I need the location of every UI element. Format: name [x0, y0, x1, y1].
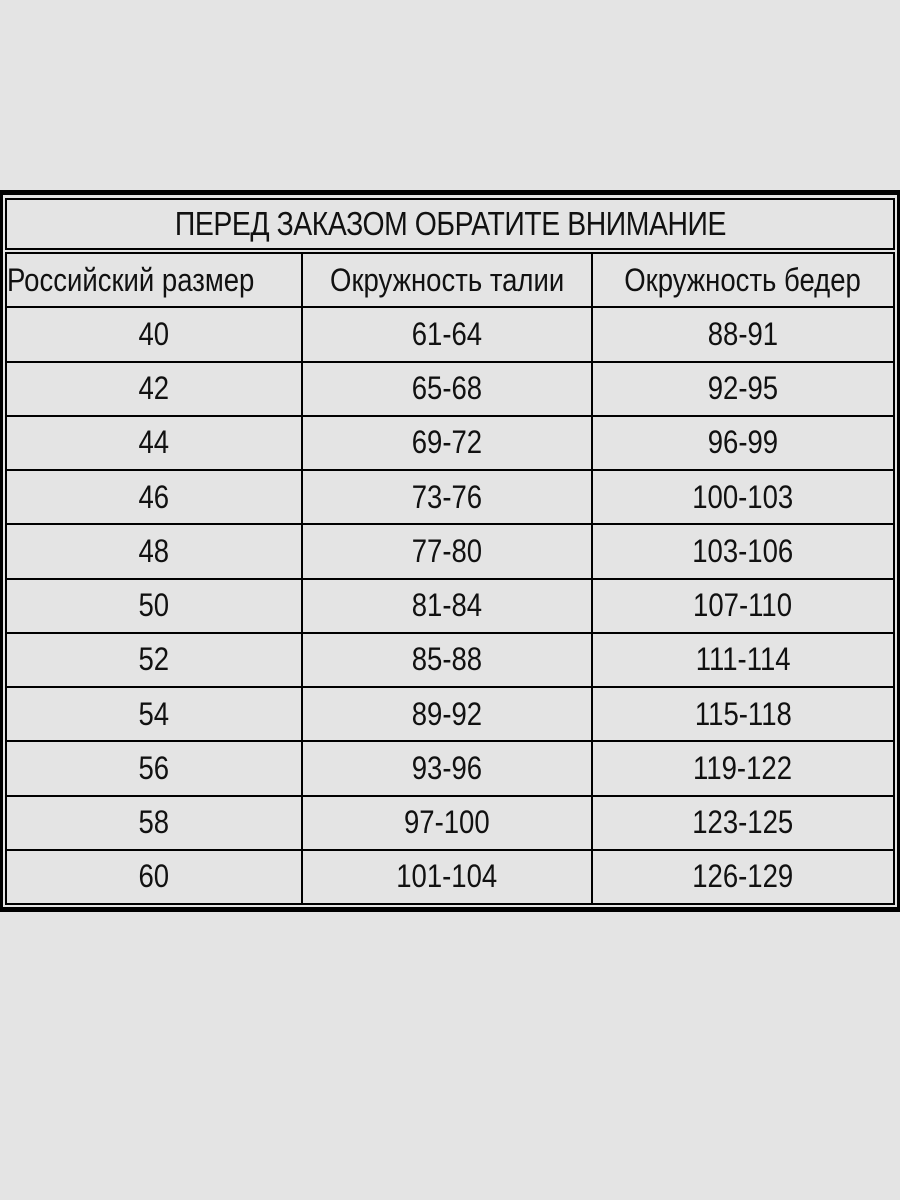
header-waist [303, 254, 591, 306]
size-cell-text: 54 [138, 695, 170, 732]
header-russian-size [7, 254, 301, 306]
waist-cell-text: 89-92 [411, 695, 483, 732]
waist-cell-text: 61-64 [411, 315, 483, 352]
waist-cell [303, 525, 591, 577]
size-cell-text: 48 [138, 532, 170, 569]
waist-cell-text: 69-72 [411, 424, 483, 461]
hips-cell-text: 123-125 [692, 804, 794, 841]
size-cell-text: 40 [138, 315, 170, 352]
size-cell-text: 52 [138, 641, 170, 678]
hips-cell-text: 88-91 [707, 315, 779, 352]
size-cell [7, 797, 301, 849]
hips-cell [593, 417, 893, 469]
size-cell [7, 417, 301, 469]
hips-cell-text: 119-122 [693, 749, 793, 786]
hips-cell-text: 115-118 [694, 695, 792, 732]
waist-cell-text: 81-84 [411, 587, 483, 624]
hips-cell [593, 471, 893, 523]
size-cell-text: 44 [138, 424, 170, 461]
size-cell [7, 851, 301, 903]
waist-cell-text: 85-88 [411, 641, 483, 678]
size-cell [7, 308, 301, 360]
size-cell-text: 42 [138, 370, 170, 407]
hips-cell-text: 100-103 [692, 478, 794, 515]
size-cell [7, 363, 301, 415]
waist-cell [303, 797, 591, 849]
size-grid [5, 252, 895, 905]
table-title [5, 198, 895, 250]
size-cell-text: 56 [138, 749, 170, 786]
hips-cell-text: 103-106 [692, 532, 794, 569]
size-cell-text: 46 [138, 478, 170, 515]
size-cell [7, 580, 301, 632]
hips-cell [593, 634, 893, 686]
waist-cell [303, 363, 591, 415]
table-title-text: ПЕРЕД ЗАКАЗОМ ОБРАТИТЕ ВНИМАНИЕ [174, 205, 726, 242]
hips-cell-text: 107-110 [693, 587, 793, 624]
waist-cell [303, 471, 591, 523]
hips-cell-text: 92-95 [707, 370, 779, 407]
size-cell [7, 688, 301, 740]
header-waist-text: Окружность талии [329, 261, 565, 298]
hips-cell [593, 742, 893, 794]
size-cell [7, 634, 301, 686]
hips-cell [593, 851, 893, 903]
waist-cell-text: 101-104 [396, 858, 498, 895]
header-hips [593, 254, 893, 306]
size-cell-text: 50 [138, 587, 170, 624]
hips-cell [593, 363, 893, 415]
header-russian-size-text: Российский размер [7, 261, 255, 298]
waist-cell-text: 97-100 [404, 804, 490, 841]
waist-cell [303, 580, 591, 632]
hips-cell-text: 111-114 [695, 641, 791, 678]
size-cell [7, 525, 301, 577]
waist-cell [303, 688, 591, 740]
size-cell [7, 471, 301, 523]
waist-cell [303, 634, 591, 686]
size-cell-text: 60 [138, 858, 170, 895]
size-cell [7, 742, 301, 794]
hips-cell [593, 580, 893, 632]
waist-cell-text: 93-96 [411, 749, 483, 786]
header-hips-text: Окружность бедер [624, 261, 862, 298]
waist-cell [303, 308, 591, 360]
size-cell-text: 58 [138, 804, 170, 841]
hips-cell [593, 797, 893, 849]
hips-cell-text: 126-129 [692, 858, 794, 895]
waist-cell-text: 77-80 [411, 532, 483, 569]
waist-cell [303, 742, 591, 794]
hips-cell [593, 688, 893, 740]
waist-cell [303, 417, 591, 469]
waist-cell [303, 851, 591, 903]
waist-cell-text: 65-68 [411, 370, 483, 407]
hips-cell [593, 308, 893, 360]
hips-cell-text: 96-99 [707, 424, 779, 461]
waist-cell-text: 73-76 [411, 478, 483, 515]
hips-cell [593, 525, 893, 577]
size-chart-table [0, 190, 900, 912]
